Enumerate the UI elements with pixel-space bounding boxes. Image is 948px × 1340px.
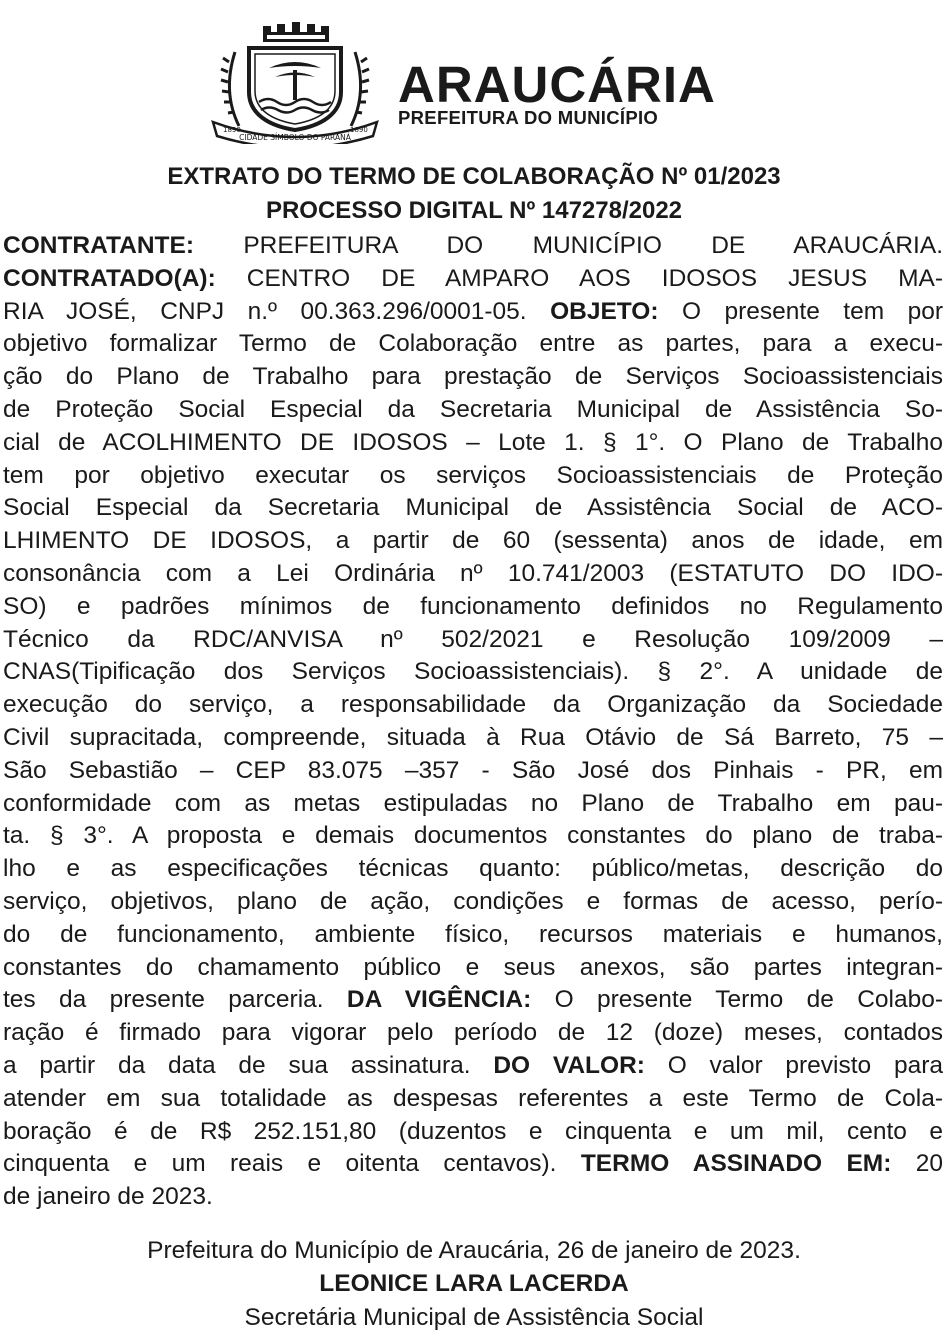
signer-role: Secretária Municipal de Assistência Social <box>244 1304 704 1331</box>
body-text-span: CENTRO DE AMPARO AOS IDOSOS JESUS MA- <box>215 264 943 292</box>
body-text-span: O presente Termo de Colabo- <box>531 986 943 1014</box>
process-number: PROCESSO DIGITAL Nº 147278/2022 <box>265 197 683 224</box>
body-line: atender em sua totalidade as despesas referentes a este Termo de Cola- <box>3 1084 943 1112</box>
brand-name: ARAUCÁRIA <box>398 56 716 113</box>
body-line: São Sebastião – CEP 83.075 –357 - São José dos Pinhais - PR, em <box>3 756 943 784</box>
body-line: lho e as especificações técnicas quanto: público/metas, descrição do <box>3 855 943 883</box>
valor-label: DO VALOR: <box>493 1051 645 1079</box>
body-line: constantes do chamamento público e seus anexos, são partes integran- <box>3 953 943 981</box>
body-line: objetivo formalizar Termo de Colaboração entre as partes, para a execu- <box>3 330 943 358</box>
body-line: boração é de R$ 252.151,80 (duzentos e cinquenta e um mil, cento e <box>3 1117 943 1145</box>
body-line: Social Especial da Secretaria Municipal de Assistência Social de ACO- <box>3 494 943 522</box>
body-line: ção do Plano de Trabalho para prestação de Serviços Socioassistenciais <box>3 363 943 391</box>
body-line: cial de ACOLHIMENTO DE IDOSOS – Lote 1. § 1°. O Plano de Trabalho <box>3 428 943 456</box>
body-line: do de funcionamento, ambiente físico, recursos materiais e humanos, <box>3 920 943 948</box>
body-line: de janeiro de 2023. <box>3 1183 213 1211</box>
seal-motto: CIDADE SÍMBOLO DO PARANÁ <box>239 133 351 142</box>
body-text-span: PREFEITURA DO MUNICÍPIO DE ARAUCÁRIA. <box>193 232 943 259</box>
municipal-coat-of-arms-icon <box>205 22 385 144</box>
brand-block <box>398 56 716 128</box>
body-line: tem por objetivo executar os serviços Socioassistenciais de Proteção <box>3 461 943 489</box>
body-line: CNAS(Tipificação dos Serviços Socioassistenciais). § 2°. A unidade de <box>3 658 943 686</box>
body-text-span: 20 <box>891 1150 943 1178</box>
body-line <box>3 984 943 1017</box>
body-line: Civil supracitada, compreende, situada à Rua Otávio de Sá Barreto, 75 – <box>3 723 943 751</box>
body-line: conformidade com as metas estipuladas no Plano de Trabalho em pau- <box>3 789 943 817</box>
document-title: EXTRATO DO TERMO DE COLABORAÇÃO Nº 01/2023 <box>167 163 781 190</box>
objeto-label: OBJETO: <box>550 297 659 325</box>
body-line: ta. § 3°. A proposta e demais documentos constantes do plano de traba- <box>3 822 943 850</box>
letterhead <box>205 22 745 144</box>
body-line: ração é firmado para vigorar pelo período de 12 (doze) meses, contados <box>3 1019 943 1047</box>
body-line: SO) e padrões mínimos de funcionamento definidos no Regulamento <box>3 592 943 620</box>
brand-subtitle: PREFEITURA DO MUNICÍPIO <box>398 107 659 128</box>
contratante-label: CONTRATANTE: <box>3 232 194 259</box>
body-line: de Proteção Social Especial da Secretaria Municipal de Assistência So- <box>3 395 943 423</box>
termo-assinado-label: TERMO ASSINADO EM: <box>580 1150 892 1178</box>
contratado-label: CONTRATADO(A): <box>3 264 216 292</box>
body-text-span: tes da presente parceria. <box>3 986 347 1014</box>
body-line: LHIMENTO DE IDOSOS, a partir de 60 (sessenta) anos de idade, em <box>3 527 943 555</box>
document-body <box>3 230 943 1214</box>
body-line: execução do serviço, a responsabilidade da Organização da Sociedade <box>3 691 943 719</box>
body-text-span: O presente tem por <box>658 297 943 325</box>
body-text-span: O valor previsto para <box>644 1051 943 1079</box>
body-line: serviço, objetivos, plano de ação, condições e formas de acesso, perío- <box>3 887 943 915</box>
body-text-span: RIA JOSÉ, CNPJ n.º 00.363.296/0001-05. <box>3 297 551 325</box>
body-line <box>3 1148 943 1181</box>
signer-name: LEONICE LARA LACERDA <box>319 1270 629 1297</box>
body-line <box>3 1050 943 1083</box>
seal-year-right: 1890 <box>350 126 368 134</box>
body-text-span: cinquenta e um reais e oitenta centavos). <box>3 1150 581 1178</box>
body-text-span: a partir da data de sua assinatura. <box>3 1051 494 1079</box>
body-line: Técnico da RDC/ANVISA nº 502/2021 e Resolução 109/2009 – <box>3 625 943 653</box>
vigencia-label: DA VIGÊNCIA: <box>346 986 532 1014</box>
body-line: consonância com a Lei Ordinária nº 10.741/2003 (ESTATUTO DO IDO- <box>3 559 943 587</box>
body-line <box>3 230 943 263</box>
seal-year-left: 1890 <box>223 126 241 134</box>
body-line <box>3 296 943 329</box>
body-line <box>3 263 943 296</box>
place-and-date: Prefeitura do Município de Araucária, 26 de janeiro de 2023. <box>147 1237 801 1264</box>
